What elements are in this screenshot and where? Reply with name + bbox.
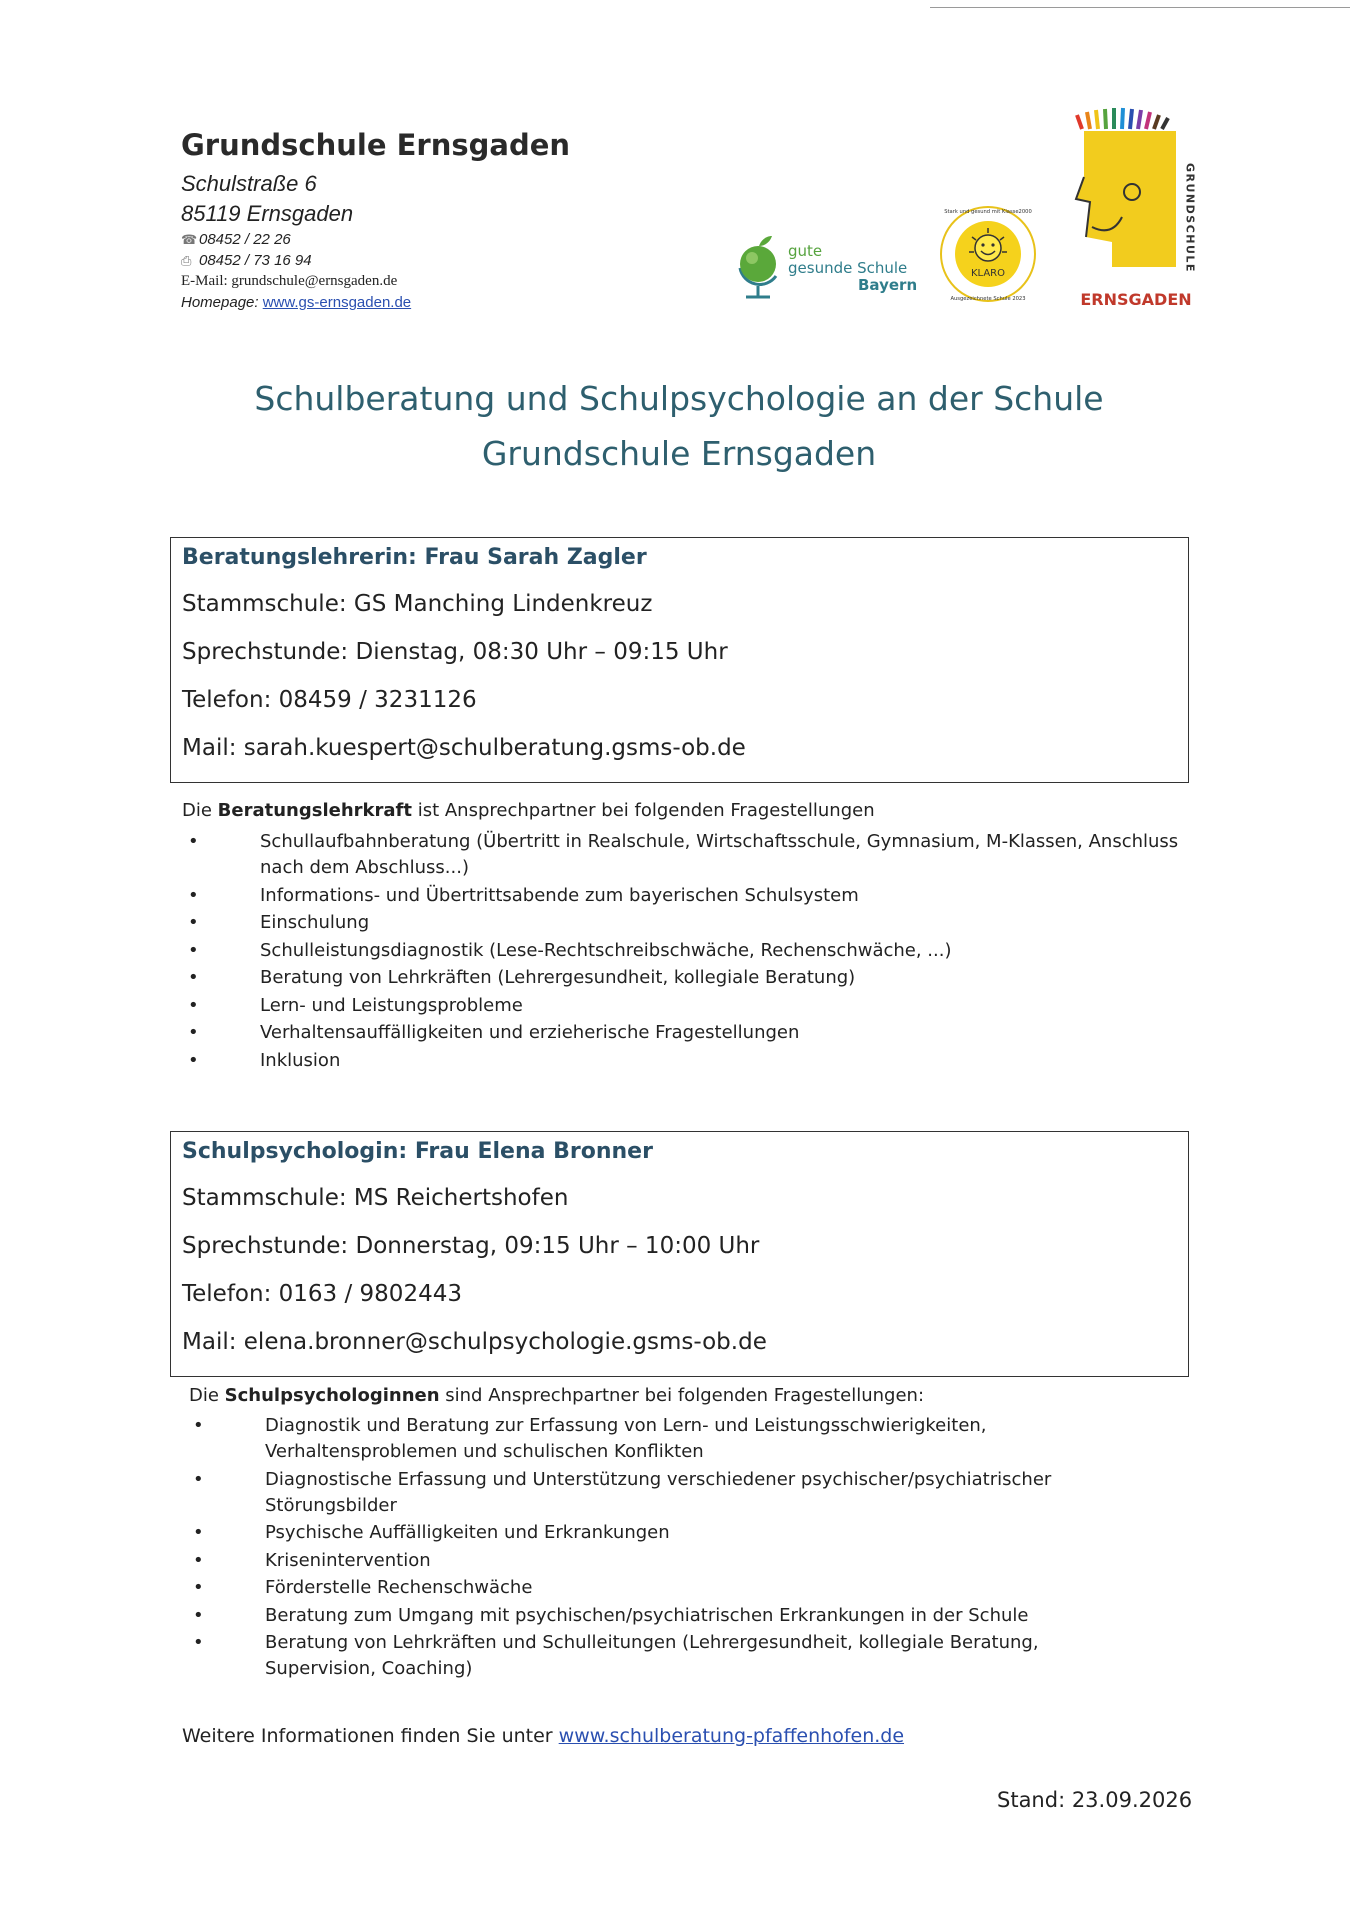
school-phone [181,231,291,248]
colored-pencils-icon [1077,108,1168,129]
page-title-line2: Grundschule Ernsgaden [481,434,877,473]
psychologie-intro [189,1385,924,1406]
schulberatung-link[interactable]: www.schulberatung-pfaffenhofen.de [558,1725,905,1747]
psychologie-intro-pre: Die [189,1385,225,1406]
beratung-intro-bold: Beratungslehrkraft [217,800,412,821]
psychologie-mail: Mail: elena.bronner@schulpsychologie.gsms-ob.de [182,1329,767,1355]
list-item: • Lern- und Leistungsprobleme [188,993,1188,1019]
schulpsychologin-heading: Schulpsychologin: Frau Elena Bronner [182,1139,653,1164]
school-email: E-Mail: grundschule@ernsgaden.de [181,273,398,289]
ggs-line3: Bayern [858,276,918,294]
beratung-sprechstunde: Sprechstunde: Dienstag, 08:30 Uhr – 09:15 Uhr [182,639,728,665]
school-name: Grundschule Ernsgaden [181,128,571,162]
school-street: Schulstraße 6 [181,171,317,196]
homepage-link[interactable]: www.gs-ernsgaden.de [262,294,412,311]
logo-bottom-text: ERNSGADEN [1080,290,1192,309]
gute-gesunde-schule-logo [732,228,917,303]
psychologie-stammschule: Stammschule: MS Reichertshofen [182,1185,569,1211]
psychologie-topic-list [193,1413,1153,1684]
ggs-line2: gesunde Schule [788,259,908,277]
beratungslehrerin-heading: Beratungslehrerin: Frau Sarah Zagler [182,545,647,570]
klaro-ring-top: Stark und gesund mit Klasse2000 [944,209,1032,215]
school-city: 85119 Ernsgaden [181,201,354,226]
list-item: • Beratung zum Umgang mit psychischen/psychiatrischen Erkrankungen in der Schule [193,1603,1153,1629]
beratung-intro-post: ist Ansprechpartner bei folgenden Fragestellungen [411,800,875,821]
ggs-line1: gute [788,242,823,260]
fax-icon: ⎙ [181,253,192,268]
psychologie-telefon: Telefon: 0163 / 9802443 [182,1281,462,1307]
beratung-stammschule: Stammschule: GS Manching Lindenkreuz [182,591,653,617]
page-title-line1: Schulberatung und Schulpsychologie an der Schule [254,379,1104,418]
school-fax-number: 08452 / 73 16 94 [199,252,312,269]
beratung-topic-list [188,829,1188,1075]
homepage-label: Homepage: [181,294,263,311]
apple-globe-icon [732,228,788,303]
school-homepage [181,294,411,311]
psychologie-sprechstunde: Sprechstunde: Donnerstag, 09:15 Uhr – 10:00 Uhr [182,1233,760,1259]
beratung-intro [182,800,875,821]
weitere-informationen [182,1725,904,1747]
schulpsychologin-box [170,1131,1189,1377]
list-item: • Diagnostische Erfassung und Unterstützung verschiedener psychischer/psychiatrischer Störungsbilder [193,1467,1153,1519]
beratung-telefon: Telefon: 08459 / 3231126 [182,687,477,713]
list-item: • Beratung von Lehrkräften und Schulleitungen (Lehrergesundheit, kollegiale Beratung, Supervision, Coaching) [193,1630,1153,1682]
klaro-ring-bottom: Ausgezeichnete Schule 2023 [950,296,1026,302]
list-item: • Förderstelle Rechenschwäche [193,1575,1153,1601]
list-item: • Beratung von Lehrkräften (Lehrergesundheit, kollegiale Beratung) [188,965,1188,991]
weitere-informationen-text: Weitere Informationen finden Sie unter [182,1725,559,1747]
list-item: • Schullaufbahnberatung (Übertritt in Realschule, Wirtschaftsschule, Gymnasium, M-Klassen, Anschluss nach dem Abschluss...) [188,829,1188,881]
list-item: • Inklusion [188,1048,1188,1074]
list-item: • Schulleistungsdiagnostik (Lese-Rechtschreibschwäche, Rechenschwäche, ...) [188,938,1188,964]
list-item: • Psychische Auffälligkeiten und Erkrankungen [193,1520,1153,1546]
list-item: • Verhaltensauffälligkeiten und erzieherische Fragestellungen [188,1020,1188,1046]
school-phone-number: 08452 / 22 26 [199,231,291,248]
top-edge-line [930,7,1350,8]
logo-vertical-text: GRUNDSCHULE [1183,163,1197,273]
beratung-intro-pre: Die [182,800,218,821]
beratungslehrerin-box [170,537,1189,783]
klaro-center-text: KLARO [970,268,1006,279]
psychologie-intro-bold: Schulpsychologinnen [224,1385,440,1406]
list-item: • Krisenintervention [193,1548,1153,1574]
stand-date: Stand: 23.09.2026 [997,1788,1193,1812]
list-item: • Diagnostik und Beratung zur Erfassung von Lern- und Leistungsschwierigkeiten, Verhaltensproblemen und schulischen Konflikten [193,1413,1153,1465]
list-item: • Informations- und Übertrittsabende zum bayerischen Schulsystem [188,883,1188,909]
klaro-seal-logo [938,204,1038,304]
list-item: • Einschulung [188,910,1188,936]
phone-icon: ☎ [181,232,198,247]
beratung-mail: Mail: sarah.kuespert@schulberatung.gsms-ob.de [182,735,746,761]
psychologie-intro-post: sind Ansprechpartner bei folgenden Fragestellungen: [439,1385,925,1406]
school-fax [181,252,312,269]
grundschule-ernsgaden-logo [1072,107,1200,313]
